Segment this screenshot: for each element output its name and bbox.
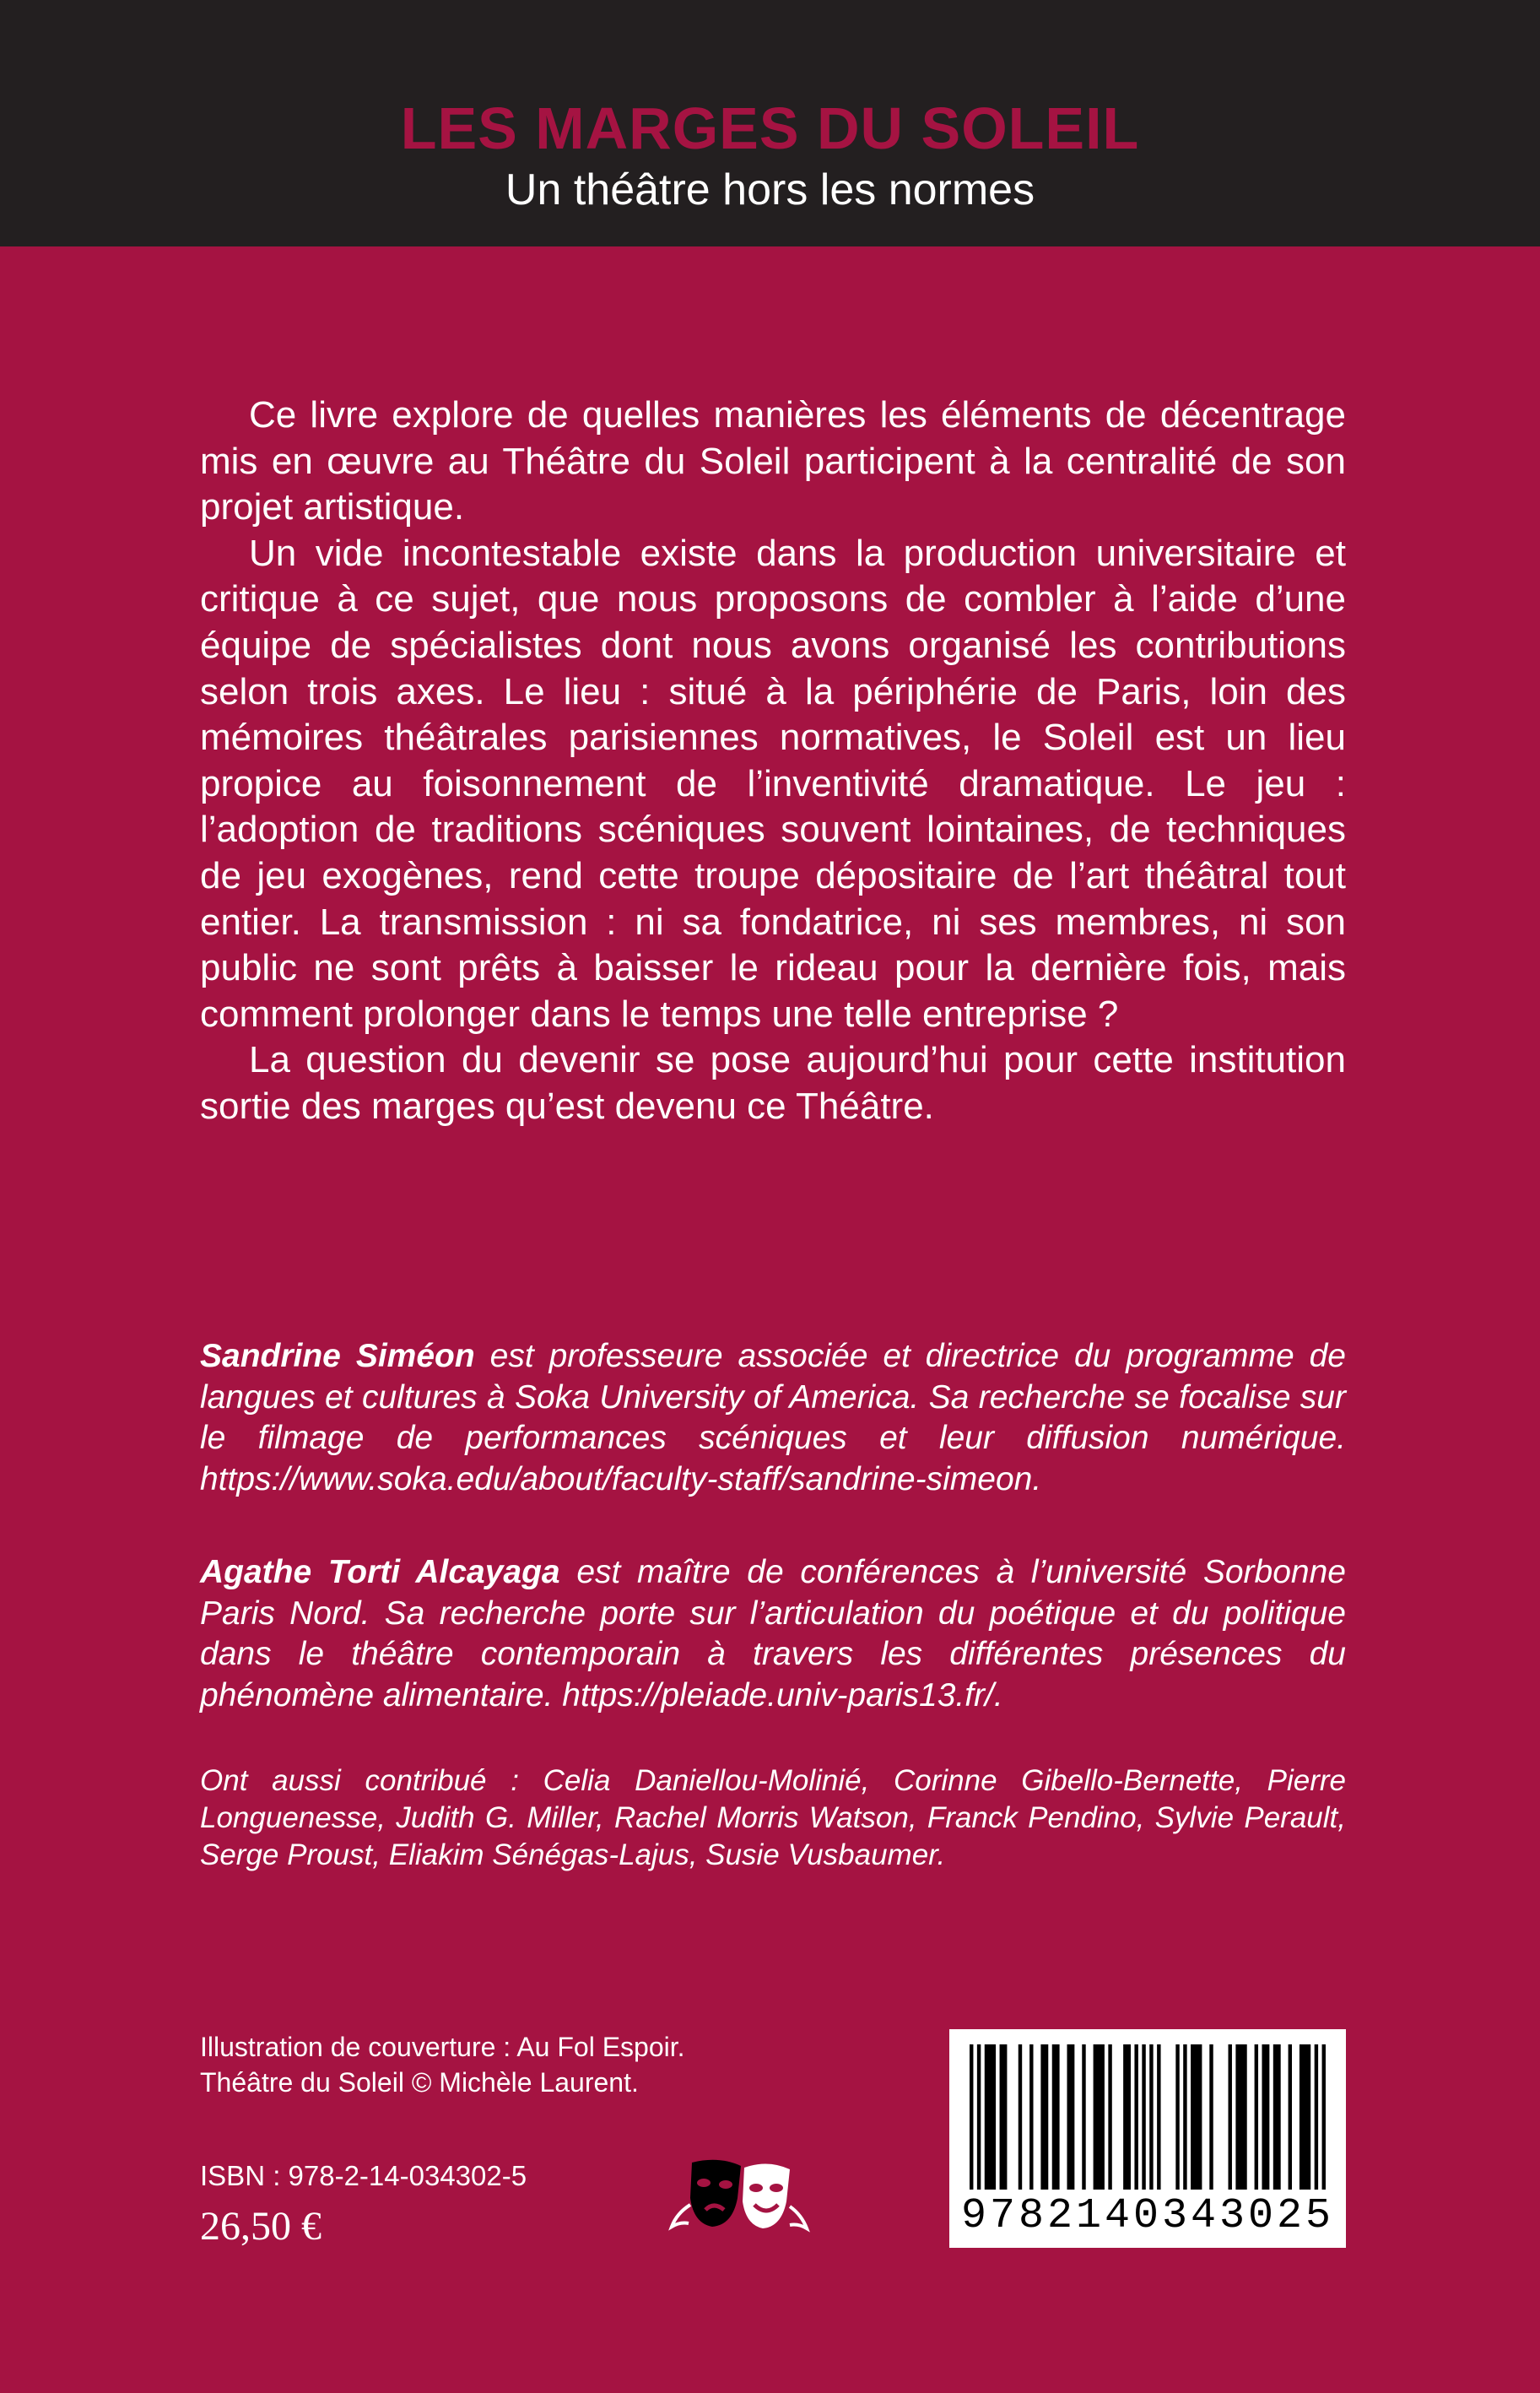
summary-text [200, 393, 1346, 1130]
author-bio-text: est maître de conférences à l’université Sorbonne Paris Nord. Sa recherche porte sur l’articulation du poétique et du politique dans le théâtre contemporain à travers les différentes présences du phénomène alimentaire. https://pleiade.univ-paris13.fr/. [200, 1554, 1346, 1714]
summary-paragraph: La question du devenir se pose aujourd’hui pour cette institution sortie des marges qu’est devenu ce Théâtre. [200, 1039, 1346, 1127]
barcode-bar [1157, 2044, 1160, 2190]
barcode-bar [1082, 2044, 1085, 2190]
book-title: LES MARGES DU SOLEIL [400, 95, 1140, 161]
theatre-masks-icon [667, 2154, 812, 2235]
author-bio-text: est professeure associée et directrice du programme de langues et cultures à Soka University of America. Sa recherche se focalise sur le filmage de performances scéniques et leur diffusion numérique. https://www.soka.edu/about/faculty-staff/sandrine-simeon. [200, 1338, 1346, 1497]
author-name: Sandrine Siméon [200, 1338, 475, 1374]
barcode-bar [1209, 2044, 1213, 2190]
price-label: 26,50 € [200, 2204, 322, 2249]
barcode-bar [1262, 2044, 1269, 2190]
author-bio-1 [200, 1336, 1346, 1500]
barcode-bar [1255, 2044, 1258, 2190]
barcode-bar [1142, 2044, 1145, 2190]
barcode-digits: 9782140343025 [960, 2192, 1335, 2240]
barcode-bar [1052, 2044, 1060, 2190]
isbn-barcode [949, 2029, 1346, 2248]
author-name: Agathe Torti Alcayaga [200, 1554, 560, 1590]
barcode-bar [1315, 2044, 1318, 2190]
barcode-bar [1094, 2044, 1105, 2190]
barcode-bar [1067, 2044, 1074, 2190]
barcode-bar [1300, 2044, 1310, 2190]
barcode-bar [985, 2044, 996, 2190]
barcode-bar [977, 2044, 981, 2190]
barcode-bar [970, 2044, 973, 2190]
barcode-bar [1108, 2044, 1111, 2190]
barcode-bar [1235, 2044, 1246, 2190]
barcode-bar [1019, 2044, 1022, 2190]
cover-credit [200, 2029, 808, 2100]
barcode-bar [1183, 2044, 1186, 2190]
barcode-bar [1040, 2044, 1048, 2190]
summary-paragraph: Un vide incontestable existe dans la production universitaire et critique à ce sujet, que nous proposons de combler à l’aide d’une équipe de spécialistes dont nous avons organisé les contributions selon trois axes. Le lieu : situé à la périphérie de Paris, loin des mémoires théâtrales parisiennes normatives, le Soleil est un lieu propice au foisonnement de l’inventivité dramatique. Le jeu : l’adoption de traditions scéniques souvent lointaines, de techniques de jeu exogènes, rend cette troupe dépositaire de l’art théâtral tout entier. La transmission : ni sa fondatrice, ni ses membres, ni son public ne sont prêts à baisser le rideau pour la dernière fois, mais comment prolonger dans le temps une telle entreprise ? [200, 532, 1346, 1035]
isbn-label: ISBN : 978-2-14-034302-5 [200, 2160, 527, 2191]
barcode-bar [1000, 2044, 1008, 2190]
summary-paragraph: Ce livre explore de quelles manières les éléments de décentrage mis en œuvre au Théâtre du Soleil participent à la centralité de son projet artistique. [200, 394, 1346, 528]
contributors-list [200, 1762, 1346, 1874]
author-bio-2 [200, 1552, 1346, 1716]
credit-line-2: Théâtre du Soleil © Michèle Laurent. [200, 2067, 639, 2098]
barcode-bar [1191, 2044, 1202, 2190]
header-band [0, 0, 1540, 246]
barcode-bar [1134, 2044, 1137, 2190]
barcode-bar [1149, 2044, 1153, 2190]
barcode-bar [1322, 2044, 1326, 2190]
barcode-bar [1273, 2044, 1281, 2190]
barcode-bar [1123, 2044, 1131, 2190]
barcode-bar [1029, 2044, 1033, 2190]
credit-line-1: Illustration de couverture : Au Fol Espoir. [200, 2032, 685, 2062]
barcode-bar [1289, 2044, 1292, 2190]
barcode-bar [1175, 2044, 1179, 2190]
book-subtitle: Un théâtre hors les normes [505, 165, 1035, 214]
barcode-bar [1229, 2044, 1232, 2190]
contributors-text: Ont aussi contribué : Celia Daniellou-Molinié, Corinne Gibello-Bernette, Pierre Longuenesse, Judith G. Miller, Rachel Morris Watson, Franck Pendino, Sylvie Perault, Serge Proust, Eliakim Sénégas-Lajus, Susie Vusbaumer. [200, 1764, 1346, 1871]
